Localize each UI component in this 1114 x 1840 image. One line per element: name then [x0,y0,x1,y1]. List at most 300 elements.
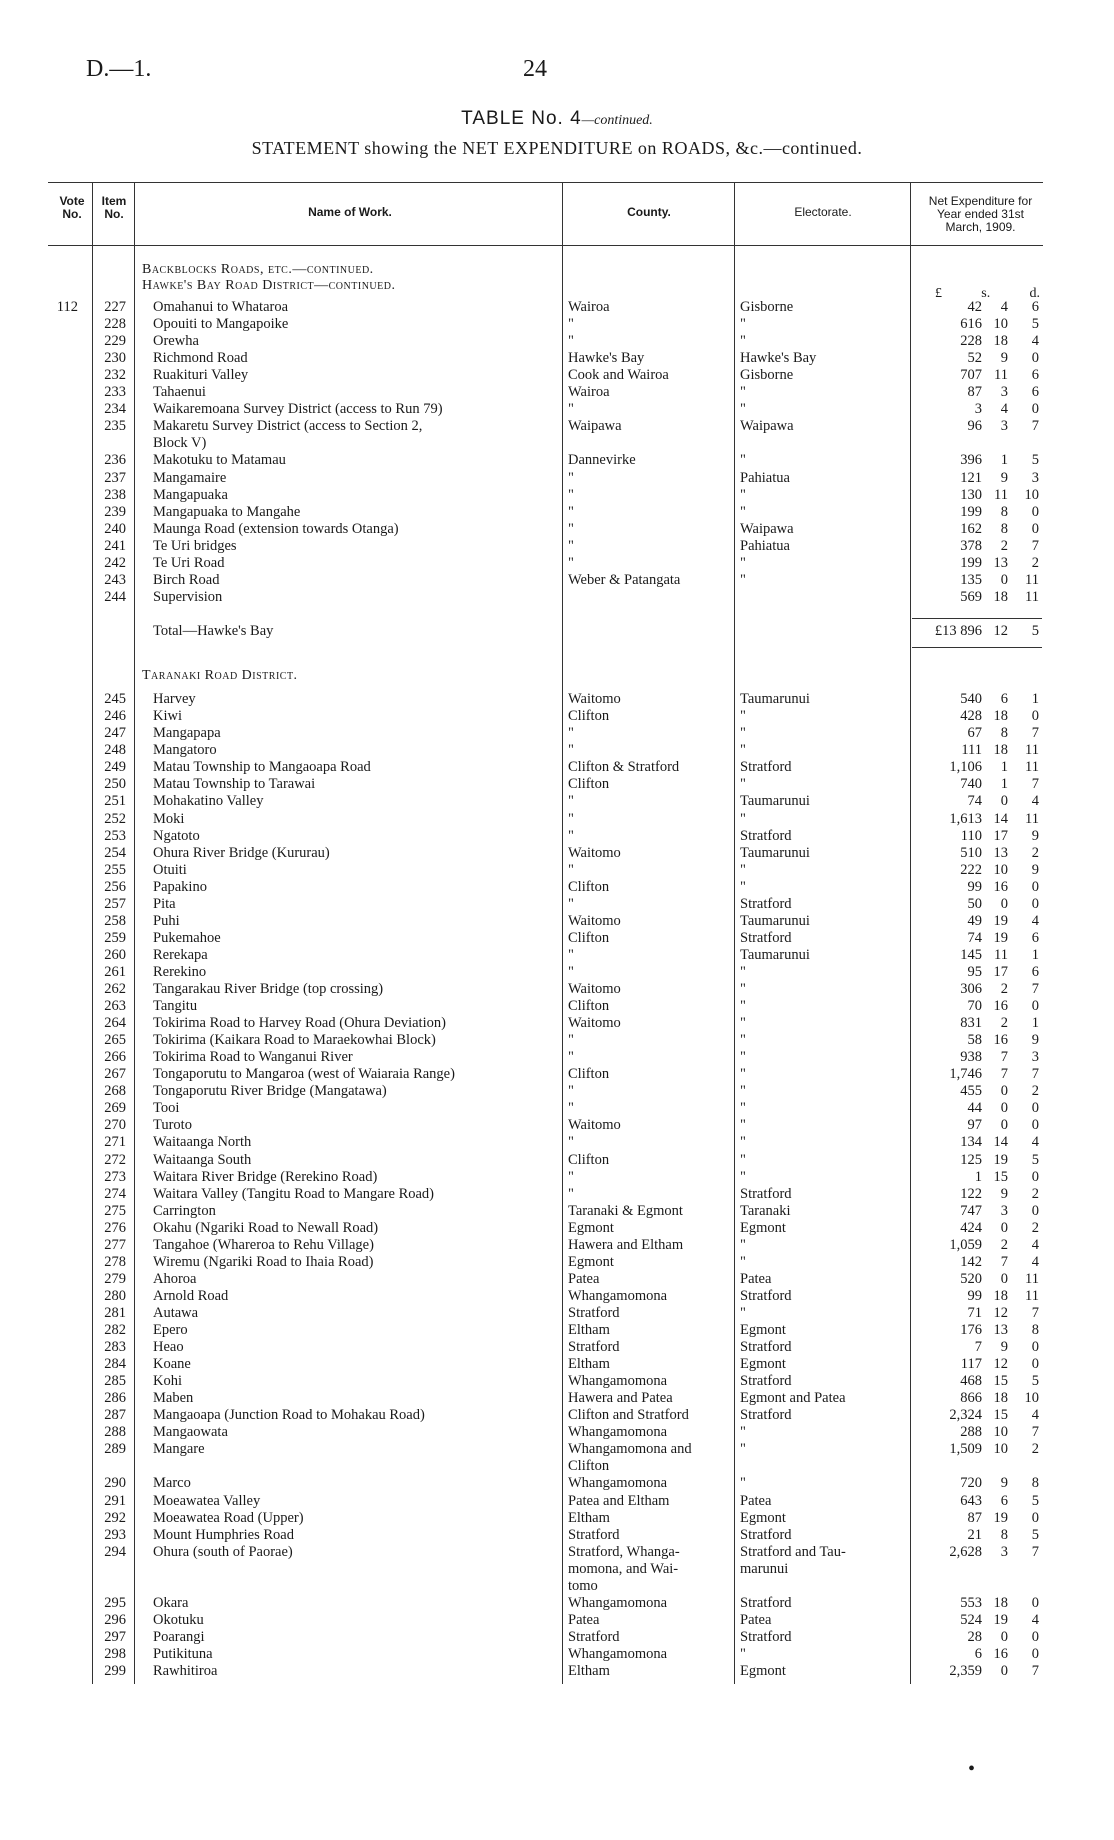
cell-d: 0 [1031,520,1039,537]
cell-county: Eltham [568,1663,610,1679]
page-number: 24 [523,56,547,82]
cell-name: Okara [153,1594,189,1611]
cell-elect: " [740,878,746,895]
table-row [0,1133,1114,1151]
table-row [0,451,1114,469]
cell-item: 287 [104,1407,126,1424]
cell-county: " [568,861,574,878]
cell-name: Moki [153,810,185,827]
cell-item: 267 [104,1066,126,1083]
cell-name: Ruakituri Valley [153,367,249,384]
cell-county: Hawera and Patea [568,1390,673,1407]
cell-l: 720 [960,1475,982,1492]
table-row [0,810,1114,828]
cell-s: 0 [1000,1663,1008,1679]
cell-elect: " [740,981,746,997]
cell-name: Mangapuaka [153,486,228,503]
cell-county: " [568,469,574,486]
cell-l: 52 [967,350,982,367]
cell-elect: " [740,452,746,469]
statement-heading: STATEMENT showing the NET EXPENDITURE on ROADS, &c.—continued. [251,138,863,158]
cell-l: 199 [960,503,982,520]
cell-county: " [568,895,574,912]
table-row [0,844,1114,862]
cell-item: 247 [104,725,126,742]
cell-elect: " [740,1015,746,1032]
table-row [0,1492,1114,1510]
cell-name: Marco [153,1475,191,1492]
cell-s: 0 [1000,1117,1008,1134]
header-item-no: Item No. [101,194,127,221]
cell-s: 9 [1000,1475,1008,1492]
cell-name: Total—Hawke's Bay [153,622,274,639]
table-row [0,1321,1114,1339]
cell-elect: Stratford [740,1287,792,1304]
cell-d: 2 [1031,1441,1039,1458]
cell-county: Whangamomona [568,1645,668,1662]
cell-item: 282 [104,1322,126,1338]
cell-county: Egmont [568,1253,614,1270]
cell-county: Clifton [568,708,610,725]
cell-l: 99 [967,878,982,895]
cell-county: " [568,810,574,827]
cell-item: 279 [104,1270,126,1287]
cell-item: 246 [104,708,126,725]
cell-l: 396 [960,452,982,469]
cell-d: 1 [1031,1015,1039,1032]
cell-name: Mangapapa [153,725,221,742]
cell-s: 16 [993,998,1008,1015]
table-row [0,1031,1114,1049]
cell-d: 0 [1031,878,1039,895]
cell-d: 0 [1031,708,1039,725]
cell-l: 424 [960,1219,982,1236]
cell-l: 6 [974,1645,982,1662]
table-row [0,1270,1114,1288]
cell-d: 0 [1031,401,1039,418]
cell-name: Epero [153,1322,188,1338]
pounds-heading: £ [935,286,942,301]
cell-name: Tokirima Road to Wanganui River [153,1049,353,1066]
header-bottom-rule [48,245,1043,246]
cell-name: Moeawatea Road (Upper) [153,1509,304,1526]
cell-elect: " [740,742,746,759]
cell-county: Clifton [568,1151,610,1168]
table-row [0,400,1114,418]
table-row [0,639,1114,657]
cell-elect: Stratford [740,759,792,776]
cell-s: 18 [993,588,1008,605]
cell-elect: " [740,1236,746,1253]
cell-d: 0 [1031,1509,1039,1526]
cell-name: Waitara Valley (Tangitu Road to Mangare Road) [153,1185,435,1202]
table-row [0,792,1114,810]
table-row [0,1645,1114,1663]
cell-item: 271 [104,1134,126,1151]
table-row [0,1406,1114,1424]
table-row [0,1048,1114,1066]
cell-l: 1,509 [949,1441,982,1458]
cell-l: 121 [960,469,982,486]
cell-county: Patea [568,1270,600,1287]
cell-elect: " [740,1645,746,1662]
cell-name: Block V) [153,435,207,452]
cell-d: 6 [1031,299,1039,315]
cell-s: 19 [993,1509,1008,1526]
cell-s: 2 [1000,537,1008,554]
cell-name: Heao [153,1339,184,1356]
cell-item: 283 [104,1339,126,1356]
cell-s: 13 [993,1322,1008,1338]
cell-l: 122 [960,1185,982,1202]
table-row [0,1287,1114,1305]
cell-name: Maben [153,1390,194,1407]
cell-item: 238 [104,486,126,503]
cell-name: Matau Township to Mangaoapa Road [153,759,371,776]
cell-county: Clifton [568,998,610,1015]
cell-item: 237 [104,469,126,486]
cell-elect: Taumarunui [740,691,810,708]
cell-county: Stratford [568,1304,620,1321]
cell-name: Moeawatea Valley [153,1492,261,1509]
cell-l: 510 [960,844,982,861]
cell-item: 273 [104,1168,126,1185]
cell-item: 294 [104,1543,126,1560]
cell-item: 293 [104,1526,126,1543]
cell-l: 117 [960,1356,982,1373]
table-row [0,315,1114,333]
cell-d: 1 [1031,946,1039,963]
cell-name: Tooi [153,1100,180,1117]
cell-l: 134 [960,1134,982,1151]
cell-item: 259 [104,929,126,946]
cell-item: 268 [104,1083,126,1100]
cell-s: 4 [1000,401,1008,418]
cell-item: 291 [104,1492,126,1509]
table-row [0,1236,1114,1254]
cell-l: 643 [960,1492,982,1509]
cell-name: Ohura River Bridge (Kururau) [153,844,330,861]
table-row [0,417,1114,435]
cell-s: 0 [1000,1100,1008,1117]
cell-name: Richmond Road [153,350,248,367]
cell-name: Tahaenui [153,384,206,401]
cell-d: 11 [1025,1287,1039,1304]
cell-county: Stratford [568,1339,620,1356]
cell-elect: Pahiatua [740,537,790,554]
cell-item: 258 [104,912,126,929]
cell-d: 5 [1031,316,1039,333]
cell-d: 2 [1031,554,1039,571]
cell-elect: " [740,1168,746,1185]
cell-d: 7 [1031,1304,1039,1321]
cell-s: 2 [1000,981,1008,997]
cell-s: 19 [993,912,1008,929]
table-row [0,1065,1114,1083]
cell-l: 1,746 [949,1066,982,1083]
table-row [0,554,1114,572]
table-row [0,1082,1114,1100]
header-net-expenditure: Net Expenditure for Year ended 31st March, 1909. [928,194,1033,234]
cell-name: Kohi [153,1373,182,1390]
cell-d: 3 [1031,469,1039,486]
cell-d: 0 [1031,1117,1039,1134]
cell-l: 1,059 [949,1236,982,1253]
cell-l: 111 [961,742,982,759]
table-row [0,1526,1114,1544]
cell-d: 0 [1031,895,1039,912]
cell-county: Eltham [568,1509,610,1526]
table-row [0,1457,1114,1475]
table-row [0,1543,1114,1561]
cell-name: Waikaremoana Survey District (access to Run 79) [153,401,443,418]
cell-d: 4 [1031,1253,1039,1270]
cell-s: 18 [993,708,1008,725]
cell-l: 110 [960,827,982,844]
cell-elect: " [740,1475,746,1492]
cell-name: Ohura (south of Paorae) [153,1543,293,1560]
cell-l: 176 [960,1322,982,1338]
cell-d: 0 [1031,1594,1039,1611]
cell-item: 252 [104,810,126,827]
cell-l: 199 [960,554,982,571]
table-row [0,1355,1114,1373]
cell-l: 142 [960,1253,982,1270]
cell-s: 18 [993,742,1008,759]
document-reference: D.—1. [86,56,152,82]
cell-vote: 112 [56,299,78,315]
cell-s: 10 [993,1441,1008,1458]
cell-name: Waitaanga North [153,1134,252,1151]
cell-s: 0 [1000,1219,1008,1236]
cell-item: 243 [104,571,126,588]
cell-d: 9 [1031,1032,1039,1049]
cell-elect: Waipawa [740,520,794,537]
cell-l: 21 [967,1526,982,1543]
header-electorate: Electorate. [794,205,852,219]
cell-county: " [568,333,574,350]
table-row [0,1440,1114,1458]
cell-d: 7 [1031,981,1039,997]
cell-item: 242 [104,554,126,571]
cell-item: 270 [104,1117,126,1134]
cell-county: Clifton & Stratford [568,759,680,776]
cell-name: Papakino [153,878,207,895]
cell-l: 2,359 [949,1663,982,1679]
cell-elect: " [740,1049,746,1066]
cell-county: Waitomo [568,912,621,929]
cell-s: 2 [1000,1236,1008,1253]
cell-elect: " [740,1117,746,1134]
cell-s: 9 [1000,1339,1008,1356]
cell-item: 288 [104,1424,126,1441]
cell-county: Stratford, Whanga- [568,1543,680,1560]
cell-item: 241 [104,537,126,554]
cell-name: Mohakatino Valley [153,793,264,810]
cell-county: Wairoa [568,384,610,401]
cell-name: Wiremu (Ngariki Road to Ihaia Road) [153,1253,374,1270]
cell-name: Tongaporutu to Mangaroa (west of Waiaraia Range) [153,1066,455,1083]
cell-s: 19 [993,1611,1008,1628]
cell-l: 87 [967,1509,982,1526]
cell-d: 4 [1031,793,1039,810]
cell-l: 2,628 [949,1543,982,1560]
cell-county: Clifton [568,776,610,793]
cell-s: 13 [993,844,1008,861]
cell-county: " [568,401,574,418]
cell-county: Eltham [568,1356,610,1373]
table-row [0,707,1114,725]
section-heading-hawkes-bay: Hawke's Bay Road District—continued. [142,278,396,293]
cell-item: 290 [104,1475,126,1492]
cell-d: 0 [1031,1645,1039,1662]
cell-l: 616 [960,316,982,333]
table-row [0,1219,1114,1237]
table-row [0,503,1114,521]
cell-d: 3 [1031,1049,1039,1066]
cell-item: 257 [104,895,126,912]
cell-name: Opouiti to Mangapoike [153,316,289,333]
table-title-suffix: —continued. [581,113,653,128]
cell-item: 296 [104,1611,126,1628]
cell-county: Weber & Patangata [568,571,681,588]
table-row [0,1372,1114,1390]
cell-l: 228 [960,333,982,350]
cell-elect: " [740,1151,746,1168]
cell-county: Waitomo [568,1015,621,1032]
cell-county: " [568,946,574,963]
cell-d: 11 [1025,759,1039,776]
cell-d: 4 [1031,1236,1039,1253]
cell-name: Pita [153,895,176,912]
cell-d: 2 [1031,1083,1039,1100]
cell-s: 7 [1000,1253,1008,1270]
cell-name: Okahu (Ngariki Road to Newall Road) [153,1219,379,1236]
cell-item: 264 [104,1015,126,1032]
table-title-text: TABLE No. 4 [461,108,582,129]
cell-item: 254 [104,844,126,861]
table-row [0,434,1114,452]
cell-d: 7 [1031,1424,1039,1441]
cell-s: 17 [993,827,1008,844]
cell-d: 6 [1031,384,1039,401]
cell-item: 251 [104,793,126,810]
cell-elect: Stratford [740,895,792,912]
cell-d: 7 [1031,537,1039,554]
cell-county: Taranaki & Egmont [568,1202,683,1219]
cell-elect: " [740,725,746,742]
cell-d: 7 [1031,418,1039,435]
cell-item: 285 [104,1373,126,1390]
cell-d: 6 [1031,963,1039,980]
cell-county: " [568,725,574,742]
cell-elect: Gisborne [740,299,794,315]
cell-county: " [568,1049,574,1066]
cell-name: Tangarakau River Bridge (top crossing) [153,981,384,997]
cell-county: " [568,827,574,844]
cell-elect: Taranaki [740,1202,791,1219]
cell-l: 288 [960,1424,982,1441]
cell-item: 266 [104,1049,126,1066]
table-row [0,1099,1114,1117]
cell-s: 9 [1000,350,1008,367]
cell-item: 281 [104,1304,126,1321]
cell-item: 250 [104,776,126,793]
table-row [0,1560,1114,1578]
table-row [0,1116,1114,1134]
cell-elect: " [740,503,746,520]
cell-name: Mangaoapa (Junction Road to Mohakau Road) [153,1407,425,1424]
table-row [0,1338,1114,1356]
cell-l: 67 [967,725,982,742]
cell-elect: " [740,486,746,503]
cell-s: 0 [1000,895,1008,912]
cell-s: 18 [993,1390,1008,1407]
table-row [0,929,1114,947]
cell-l: 74 [967,929,982,946]
cell-item: 272 [104,1151,126,1168]
cell-s: 0 [1000,793,1008,810]
cell-d: 8 [1031,1475,1039,1492]
cell-item: 299 [104,1663,126,1679]
cell-item: 265 [104,1032,126,1049]
cell-name: Makotuku to Matamau [153,452,286,469]
cell-d: 11 [1025,810,1039,827]
cell-d: 11 [1025,571,1039,588]
cell-l: 520 [960,1270,982,1287]
cell-item: 230 [104,350,126,367]
table-row [0,1509,1114,1527]
cell-d: 11 [1025,1270,1039,1287]
cell-county: " [568,793,574,810]
cell-d: 0 [1031,1202,1039,1219]
cell-county: Patea [568,1611,600,1628]
cell-d: 8 [1031,1322,1039,1338]
table-row [0,1185,1114,1203]
cell-item: 298 [104,1645,126,1662]
cell-s: 6 [1000,1492,1008,1509]
cell-name: Kiwi [153,708,182,725]
cell-d: 2 [1031,1185,1039,1202]
cell-elect: " [740,1253,746,1270]
cell-s: 16 [993,1032,1008,1049]
cell-county: Wairoa [568,299,610,315]
cell-item: 277 [104,1236,126,1253]
cell-name: Rerekino [153,963,207,980]
cell-s: 2 [1000,1015,1008,1032]
cell-l: 831 [960,1015,982,1032]
cell-item: 253 [104,827,126,844]
cell-l: 707 [960,367,982,384]
cell-name: Supervision [153,588,223,605]
cell-item: 289 [104,1441,126,1458]
table-row [0,1577,1114,1595]
cell-name: Mangatoro [153,742,217,759]
cell-name: Tokirima Road to Harvey Road (Ohura Deviation) [153,1015,446,1032]
cell-county: " [568,503,574,520]
cell-county: Whangamomona [568,1373,668,1390]
cell-county: " [568,554,574,571]
cell-name: Mount Humphries Road [153,1526,294,1543]
table-row [0,724,1114,742]
cell-l: 74 [967,793,982,810]
cell-d: 0 [1031,1356,1039,1373]
cell-county: " [568,1185,574,1202]
cell-county: Stratford [568,1628,620,1645]
cell-d: 11 [1025,742,1039,759]
cell-elect: Stratford [740,1373,792,1390]
cell-name: Carrington [153,1202,216,1219]
